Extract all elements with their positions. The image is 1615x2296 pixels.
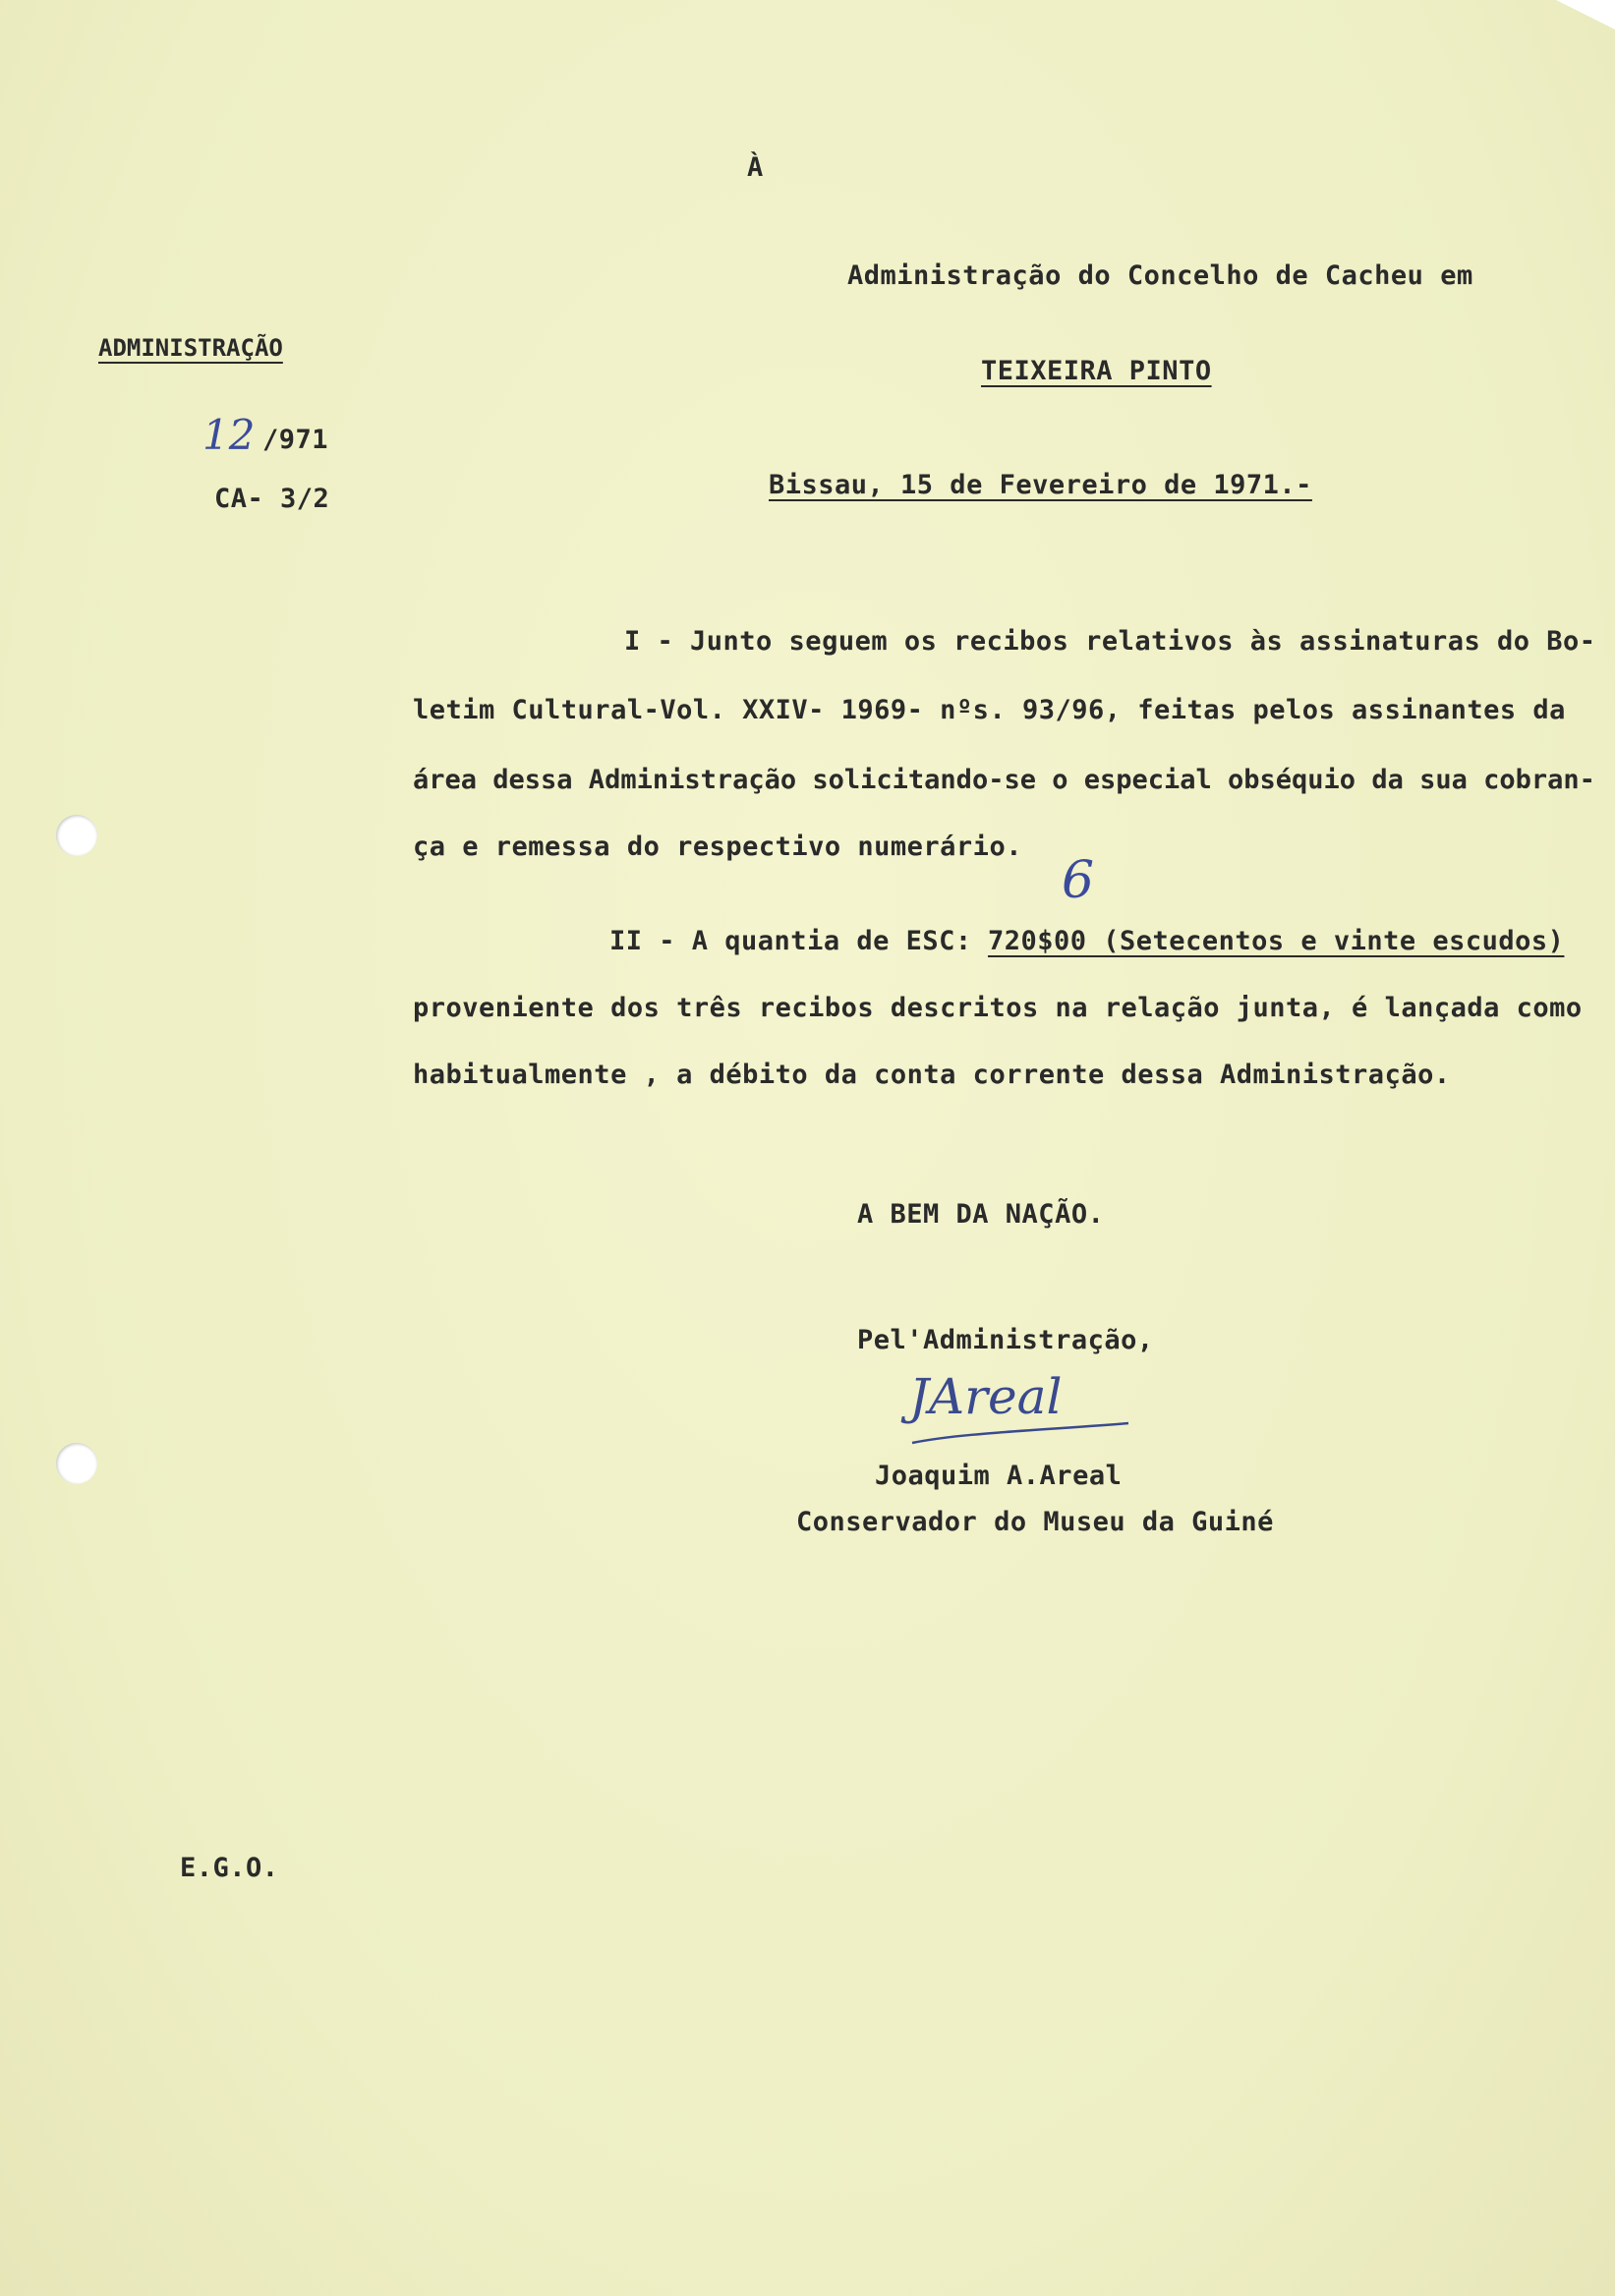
paragraph2-amount: 720$00 (Setecentos e vinte escudos) — [988, 926, 1565, 956]
paragraph2-line1: proveniente dos três recibos descritos na relação junta, é lançada como — [413, 993, 1583, 1023]
recipient-line2: TEIXEIRA PINTO — [981, 356, 1212, 386]
paragraph2-line2: habitualmente , a débito da conta corrente dessa Administração. — [413, 1060, 1451, 1090]
paragraph2-intro: II - A quantia de ESC: — [609, 926, 972, 956]
footer-initials: E.G.O. — [180, 1853, 279, 1883]
paragraph1-line3: área dessa Administração solicitando-se o especial obséquio da sua cobran- — [413, 765, 1595, 795]
signed-for-line: Pel'Administração, — [857, 1325, 1154, 1355]
recipient-line1: Administração do Concelho de Cacheu em — [847, 260, 1473, 291]
signer-title: Conservador do Museu da Guiné — [796, 1507, 1274, 1537]
signer-name: Joaquim A.Areal — [875, 1461, 1123, 1491]
department-heading: ADMINISTRAÇÃO — [98, 334, 283, 362]
signature-flourish — [902, 1404, 1148, 1463]
reference-year: /971 — [262, 425, 329, 455]
handwritten-signature: JAreal — [909, 1368, 1063, 1425]
punch-hole-bottom — [56, 1443, 97, 1484]
paragraph1-line2: letim Cultural-Vol. XXIV- 1969- nºs. 93/96, feitas pelos assinantes da — [413, 695, 1566, 725]
handwritten-reference-number: 12 — [202, 411, 256, 459]
salutation: A BEM DA NAÇÃO. — [857, 1199, 1105, 1230]
margin-handwritten-mark: 6 — [1062, 851, 1095, 910]
recipient-prefix: À — [747, 152, 764, 183]
paragraph1-line1: I - Junto seguem os recibos relativos às assinaturas do Bo- — [624, 626, 1596, 657]
reference-code: CA- 3/2 — [214, 484, 330, 514]
punch-hole-top — [56, 815, 97, 856]
paper-corner — [1556, 0, 1615, 29]
date-line: Bissau, 15 de Fevereiro de 1971.- — [769, 470, 1312, 500]
paragraph1-line4: ça e remessa do respectivo numerário. — [413, 832, 1022, 862]
